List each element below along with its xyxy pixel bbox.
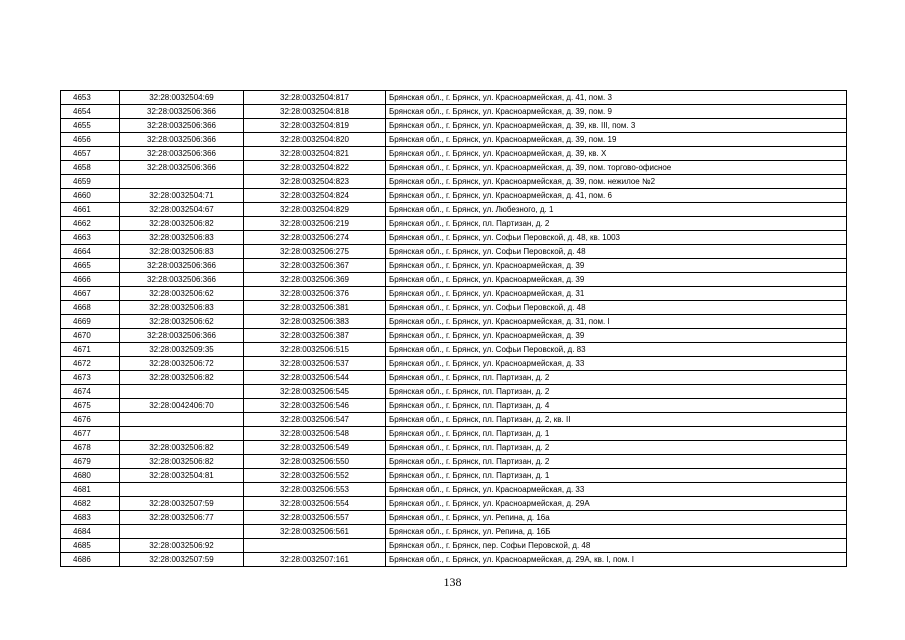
row-number-cell: 4680	[61, 469, 120, 483]
address-cell: Брянская обл., г. Брянск, ул. Софьи Перовской, д. 48	[386, 301, 847, 315]
cadastral-number-cell: 32:28:0032504:829	[244, 203, 386, 217]
address-cell: Брянская обл., г. Брянск, ул. Красноармейская, д. 33	[386, 483, 847, 497]
cadastral-number-cell: 32:28:0032506:547	[244, 413, 386, 427]
table-row	[61, 119, 847, 133]
parent-cadastral-number-cell: 32:28:0032509:35	[120, 343, 244, 357]
cadastral-number-cell: 32:28:0032506:274	[244, 231, 386, 245]
row-number-cell: 4678	[61, 441, 120, 455]
row-number-cell: 4681	[61, 483, 120, 497]
address-cell: Брянская обл., г. Брянск, ул. Красноармейская, д. 41, пом. 6	[386, 189, 847, 203]
parent-cadastral-number-cell: 32:28:0032506:77	[120, 511, 244, 525]
address-cell: Брянская обл., г. Брянск, ул. Репина, д. 16а	[386, 511, 847, 525]
parent-cadastral-number-cell: 32:28:0032506:366	[120, 133, 244, 147]
address-cell: Брянская обл., г. Брянск, ул. Красноармейская, д. 33	[386, 357, 847, 371]
parent-cadastral-number-cell: 32:28:0032506:82	[120, 371, 244, 385]
address-cell: Брянская обл., г. Брянск, пл. Партизан, д. 2	[386, 455, 847, 469]
row-number-cell: 4658	[61, 161, 120, 175]
row-number-cell: 4661	[61, 203, 120, 217]
table-row	[61, 217, 847, 231]
row-number-cell: 4656	[61, 133, 120, 147]
row-number-cell: 4665	[61, 259, 120, 273]
cadastral-number-cell: 32:28:0032504:821	[244, 147, 386, 161]
row-number-cell: 4657	[61, 147, 120, 161]
parent-cadastral-number-cell: 32:28:0032504:81	[120, 469, 244, 483]
cadastral-number-cell: 32:28:0032506:383	[244, 315, 386, 329]
cadastral-number-cell: 32:28:0032506:219	[244, 217, 386, 231]
page-number: 138	[443, 575, 462, 589]
parent-cadastral-number-cell	[120, 525, 244, 539]
row-number-cell: 4660	[61, 189, 120, 203]
table-row	[61, 175, 847, 189]
table-row	[61, 147, 847, 161]
row-number-cell: 4666	[61, 273, 120, 287]
parent-cadastral-number-cell: 32:28:0032506:366	[120, 329, 244, 343]
address-cell: Брянская обл., г. Брянск, пл. Партизан, д. 2	[386, 385, 847, 399]
register-table-body	[61, 91, 847, 567]
table-row	[61, 497, 847, 511]
address-cell: Брянская обл., г. Брянск, пл. Партизан, д. 1	[386, 427, 847, 441]
address-cell: Брянская обл., г. Брянск, ул. Красноармейская, д. 39, пом. 9	[386, 105, 847, 119]
cadastral-number-cell: 32:28:0032506:557	[244, 511, 386, 525]
cadastral-number-cell: 32:28:0032506:537	[244, 357, 386, 371]
cadastral-number-cell: 32:28:0032506:548	[244, 427, 386, 441]
cadastral-number-cell: 32:28:0032506:550	[244, 455, 386, 469]
table-row	[61, 399, 847, 413]
address-cell: Брянская обл., г. Брянск, ул. Софьи Перовской, д. 48	[386, 245, 847, 259]
address-cell: Брянская обл., г. Брянск, ул. Красноармейская, д. 29А, кв. I, пом. I	[386, 553, 847, 567]
table-row	[61, 203, 847, 217]
row-number-cell: 4676	[61, 413, 120, 427]
row-number-cell: 4659	[61, 175, 120, 189]
table-row	[61, 259, 847, 273]
address-cell: Брянская обл., г. Брянск, ул. Красноармейская, д. 41, пом. 3	[386, 91, 847, 105]
table-row	[61, 469, 847, 483]
table-row	[61, 539, 847, 553]
row-number-cell: 4673	[61, 371, 120, 385]
table-row	[61, 525, 847, 539]
address-cell: Брянская обл., г. Брянск, пл. Партизан, д. 2	[386, 371, 847, 385]
table-row	[61, 371, 847, 385]
address-cell: Брянская обл., г. Брянск, ул. Софьи Перовской, д. 83	[386, 343, 847, 357]
parent-cadastral-number-cell: 32:28:0032507:59	[120, 553, 244, 567]
table-row	[61, 91, 847, 105]
cadastral-number-cell: 32:28:0032506:275	[244, 245, 386, 259]
cadastral-number-cell: 32:28:0032506:387	[244, 329, 386, 343]
parent-cadastral-number-cell: 32:28:0032506:82	[120, 441, 244, 455]
row-number-cell: 4675	[61, 399, 120, 413]
table-row	[61, 161, 847, 175]
table-row	[61, 315, 847, 329]
parent-cadastral-number-cell	[120, 413, 244, 427]
address-cell: Брянская обл., г. Брянск, пл. Партизан, д. 2	[386, 441, 847, 455]
row-number-cell: 4671	[61, 343, 120, 357]
cadastral-number-cell: 32:28:0032506:381	[244, 301, 386, 315]
row-number-cell: 4679	[61, 455, 120, 469]
parent-cadastral-number-cell: 32:28:0032506:366	[120, 273, 244, 287]
row-number-cell: 4685	[61, 539, 120, 553]
parent-cadastral-number-cell	[120, 483, 244, 497]
table-row	[61, 273, 847, 287]
parent-cadastral-number-cell: 32:28:0032506:83	[120, 245, 244, 259]
cadastral-number-cell: 32:28:0032506:376	[244, 287, 386, 301]
address-cell: Брянская обл., г. Брянск, ул. Красноармейская, д. 31, пом. I	[386, 315, 847, 329]
table-row	[61, 483, 847, 497]
cadastral-number-cell: 32:28:0032506:545	[244, 385, 386, 399]
parent-cadastral-number-cell: 32:28:0032506:92	[120, 539, 244, 553]
table-row	[61, 441, 847, 455]
table-row	[61, 189, 847, 203]
cadastral-number-cell: 32:28:0032506:549	[244, 441, 386, 455]
row-number-cell: 4653	[61, 91, 120, 105]
parent-cadastral-number-cell	[120, 427, 244, 441]
address-cell: Брянская обл., г. Брянск, ул. Софьи Перовской, д. 48, кв. 1003	[386, 231, 847, 245]
parent-cadastral-number-cell: 32:28:0032506:83	[120, 301, 244, 315]
address-cell: Брянская обл., г. Брянск, ул. Красноармейская, д. 39	[386, 329, 847, 343]
row-number-cell: 4683	[61, 511, 120, 525]
cadastral-number-cell: 32:28:0032506:554	[244, 497, 386, 511]
parent-cadastral-number-cell: 32:28:0032506:366	[120, 147, 244, 161]
parent-cadastral-number-cell: 32:28:0032506:366	[120, 119, 244, 133]
parent-cadastral-number-cell: 32:28:0032506:83	[120, 231, 244, 245]
cadastral-number-cell: 32:28:0032507:161	[244, 553, 386, 567]
address-cell: Брянская обл., г. Брянск, ул. Красноармейская, д. 39, кв. X	[386, 147, 847, 161]
row-number-cell: 4686	[61, 553, 120, 567]
cadastral-number-cell: 32:28:0032506:546	[244, 399, 386, 413]
parent-cadastral-number-cell: 32:28:0032507:59	[120, 497, 244, 511]
address-cell: Брянская обл., г. Брянск, пер. Софьи Перовской, д. 48	[386, 539, 847, 553]
address-cell: Брянская обл., г. Брянск, ул. Красноармейская, д. 39, пом. 19	[386, 133, 847, 147]
row-number-cell: 4684	[61, 525, 120, 539]
table-row	[61, 245, 847, 259]
cadastral-number-cell	[244, 539, 386, 553]
parent-cadastral-number-cell: 32:28:0032506:72	[120, 357, 244, 371]
cadastral-number-cell: 32:28:0032506:369	[244, 273, 386, 287]
address-cell: Брянская обл., г. Брянск, пл. Партизан, д. 2	[386, 217, 847, 231]
row-number-cell: 4663	[61, 231, 120, 245]
row-number-cell: 4667	[61, 287, 120, 301]
cadastral-number-cell: 32:28:0032506:561	[244, 525, 386, 539]
row-number-cell: 4674	[61, 385, 120, 399]
parent-cadastral-number-cell: 32:28:0032506:62	[120, 287, 244, 301]
table-row	[61, 301, 847, 315]
table-row	[61, 385, 847, 399]
cadastral-number-cell: 32:28:0032506:553	[244, 483, 386, 497]
row-number-cell: 4662	[61, 217, 120, 231]
address-cell: Брянская обл., г. Брянск, ул. Красноармейская, д. 39, пом. торгово-офисное	[386, 161, 847, 175]
row-number-cell: 4669	[61, 315, 120, 329]
cadastral-number-cell: 32:28:0032504:817	[244, 91, 386, 105]
table-row	[61, 287, 847, 301]
parent-cadastral-number-cell: 32:28:0032506:366	[120, 259, 244, 273]
parent-cadastral-number-cell: 32:28:0032506:366	[120, 105, 244, 119]
cadastral-number-cell: 32:28:0032506:515	[244, 343, 386, 357]
table-row	[61, 231, 847, 245]
table-row	[61, 343, 847, 357]
address-cell: Брянская обл., г. Брянск, ул. Красноармейская, д. 39	[386, 259, 847, 273]
table-row	[61, 133, 847, 147]
address-cell: Брянская обл., г. Брянск, пл. Партизан, д. 1	[386, 469, 847, 483]
row-number-cell: 4654	[61, 105, 120, 119]
parent-cadastral-number-cell: 32:28:0042406:70	[120, 399, 244, 413]
address-cell: Брянская обл., г. Брянск, ул. Красноармейская, д. 31	[386, 287, 847, 301]
row-number-cell: 4655	[61, 119, 120, 133]
cadastral-number-cell: 32:28:0032504:819	[244, 119, 386, 133]
parent-cadastral-number-cell	[120, 385, 244, 399]
row-number-cell: 4670	[61, 329, 120, 343]
address-cell: Брянская обл., г. Брянск, ул. Красноармейская, д. 39, пом. нежилое №2	[386, 175, 847, 189]
cadastral-number-cell: 32:28:0032504:822	[244, 161, 386, 175]
table-row	[61, 329, 847, 343]
address-cell: Брянская обл., г. Брянск, ул. Репина, д. 16Б	[386, 525, 847, 539]
parent-cadastral-number-cell: 32:28:0032504:71	[120, 189, 244, 203]
row-number-cell: 4664	[61, 245, 120, 259]
table-row	[61, 413, 847, 427]
parent-cadastral-number-cell: 32:28:0032506:82	[120, 217, 244, 231]
table-row	[61, 511, 847, 525]
table-row	[61, 427, 847, 441]
cadastral-number-cell: 32:28:0032506:552	[244, 469, 386, 483]
table-row	[61, 105, 847, 119]
cadastral-number-cell: 32:28:0032504:820	[244, 133, 386, 147]
row-number-cell: 4677	[61, 427, 120, 441]
address-cell: Брянская обл., г. Брянск, пл. Партизан, д. 2, кв. II	[386, 413, 847, 427]
address-cell: Брянская обл., г. Брянск, ул. Любезного, д. 1	[386, 203, 847, 217]
table-row	[61, 455, 847, 469]
parent-cadastral-number-cell: 32:28:0032506:82	[120, 455, 244, 469]
address-cell: Брянская обл., г. Брянск, ул. Красноармейская, д. 39	[386, 273, 847, 287]
parent-cadastral-number-cell: 32:28:0032504:69	[120, 91, 244, 105]
parent-cadastral-number-cell	[120, 175, 244, 189]
table-row	[61, 553, 847, 567]
parent-cadastral-number-cell: 32:28:0032506:366	[120, 161, 244, 175]
cadastral-number-cell: 32:28:0032506:544	[244, 371, 386, 385]
parent-cadastral-number-cell: 32:28:0032504:67	[120, 203, 244, 217]
address-cell: Брянская обл., г. Брянск, ул. Красноармейская, д. 29А	[386, 497, 847, 511]
cadastral-number-cell: 32:28:0032504:818	[244, 105, 386, 119]
row-number-cell: 4668	[61, 301, 120, 315]
row-number-cell: 4682	[61, 497, 120, 511]
table-row	[61, 357, 847, 371]
cadastral-number-cell: 32:28:0032504:824	[244, 189, 386, 203]
row-number-cell: 4672	[61, 357, 120, 371]
address-cell: Брянская обл., г. Брянск, пл. Партизан, д. 4	[386, 399, 847, 413]
address-cell: Брянская обл., г. Брянск, ул. Красноармейская, д. 39, кв. III, пом. 3	[386, 119, 847, 133]
parent-cadastral-number-cell: 32:28:0032506:62	[120, 315, 244, 329]
cadastral-number-cell: 32:28:0032506:367	[244, 259, 386, 273]
cadastral-register-table	[60, 90, 847, 567]
cadastral-number-cell: 32:28:0032504:823	[244, 175, 386, 189]
